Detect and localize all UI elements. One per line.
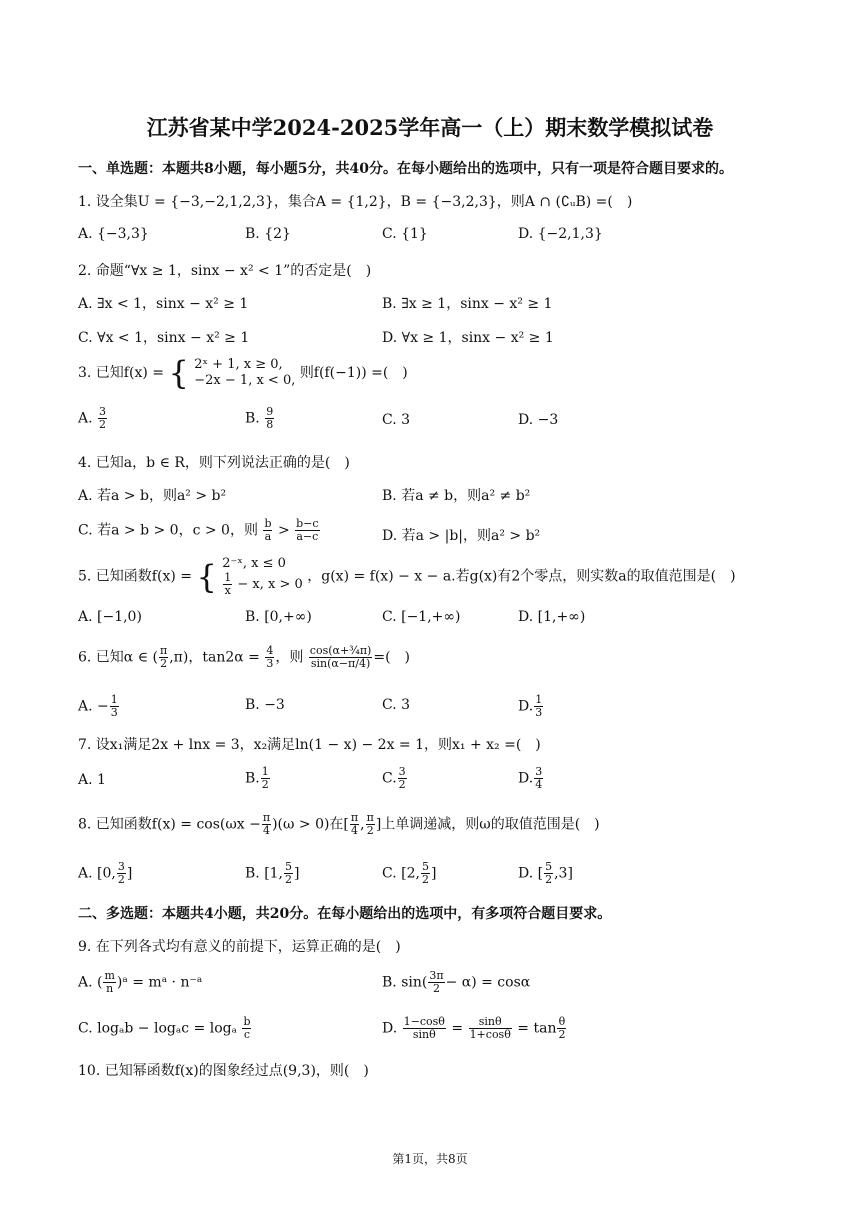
option-text: ] [126,865,133,882]
question-4-option-d: D. 若a > |b|，则a² > b² [382,528,541,544]
question-6-text: 6. 已知α ∈ ( [78,649,158,666]
denominator: 2 [261,778,269,791]
option-label: A. − [78,698,109,715]
denominator: n [106,982,114,995]
question-7-option-b [245,766,271,791]
fraction [295,518,319,543]
option-label: C. [382,770,397,787]
numerator: 4 [266,644,274,657]
numerator: b [243,1015,251,1028]
question-7-stem: 7. 设x₁满足2x + lnx = 3，x₂满足ln(1 − x) − 2x = 1，则x₁ + x₂ =( ) [78,737,541,753]
numerator: sinθ [469,1016,512,1029]
option-text: C. [2, [382,865,420,882]
numerator: π [366,811,374,824]
numerator: 9 [266,405,274,418]
question-3-suffix: 则f(f(−1)) =( ) [299,365,408,381]
fraction [262,812,271,837]
numerator: cos(α+¾π) [309,644,372,657]
question-7-option-a: A. 1 [78,772,106,788]
denominator: 2 [421,873,429,886]
denominator: 8 [266,418,274,431]
question-7-option-c [382,766,408,791]
option-label: D. [518,770,534,787]
option-label: D. [518,698,534,715]
option-text: B. sin( [382,974,428,991]
denominator: 3 [110,706,118,719]
option-text: A. ( [78,974,103,991]
denominator: 4 [535,778,543,791]
section-heading-multiple-choice: 二、多选题：本题共4小题，共20分。在每小题给出的选项中，有多项符合题目要求。 [78,906,612,922]
piecewise-cases [194,357,295,389]
question-3-option-b [245,406,275,431]
question-1-stem: 1. 设全集U = {−3,−2,1,2,3}，集合A = {1,2}，B = {−3,2,3}，则A ∩ (∁ᵤB) =( ) [78,194,633,210]
question-5-option-d: D. [1,+∞) [518,609,586,625]
case-line-2 [222,572,303,597]
question-1-option-d: D. {−2,1,3} [518,226,603,242]
fraction [159,645,168,670]
question-2-option-a: A. ∃x < 1，sinx − x² ≥ 1 [78,296,249,312]
question-8-option-c [382,861,436,886]
fraction [469,1016,512,1041]
fraction [263,518,272,543]
question-8-text: , [360,816,365,833]
option-label: D. [382,1020,398,1037]
fraction [223,572,232,597]
question-5-option-c: C. [−1,+∞) [382,609,461,625]
denominator: 2 [366,824,374,837]
question-3-stem [78,354,818,392]
question-3-option-a [78,406,108,431]
fraction [103,970,115,995]
option-label: A. [78,410,93,427]
question-4-option-c [78,518,321,543]
question-5-prefix: 5. 已知函数f(x) = [78,568,192,585]
numerator: 5 [421,860,429,873]
denominator: 2 [99,418,107,431]
denominator: c [243,1028,251,1041]
denominator: sinθ [412,1028,436,1041]
operator: > [277,522,290,539]
denominator: 2 [285,873,293,886]
piecewise-cases [222,556,303,597]
option-text: C. 若a > b > 0，c > 0，则 [78,522,258,539]
option-text: B. [1, [245,865,284,882]
denominator: 3 [266,657,274,670]
fraction [534,766,543,791]
option-text: ] [294,865,300,882]
numerator: 1 [535,693,543,706]
numerator: π [262,811,271,824]
numerator: 1 [224,571,232,584]
question-6-stem [78,645,818,670]
question-8-option-d [518,861,573,886]
question-1-option-c: C. {1} [382,226,428,242]
numerator: 3 [535,765,543,778]
numerator: 1 [110,693,118,706]
fraction [242,1016,251,1041]
fraction [398,766,407,791]
denominator: x [224,584,231,597]
case-line-1: 2ˣ + 1, x ≥ 0, [194,357,283,372]
numerator: 3 [99,405,107,418]
question-3-prefix: 3. 已知f(x) = [78,365,164,381]
numerator: 3π [429,969,444,982]
fraction [544,861,553,886]
question-9-stem: 9. 在下列各式均有意义的前提下，运算正确的是( ) [78,939,401,955]
denominator: 2 [545,873,553,886]
question-8-option-b [245,861,299,886]
numerator: π [160,644,168,657]
fraction [110,694,119,719]
case-line-1: 2⁻ˣ, x ≤ 0 [222,556,286,571]
question-1-option-a: A. {−3,3} [78,226,149,242]
question-5-option-a: A. [−1,0) [78,609,142,625]
question-8-text: )(ω > 0)在[ [272,816,349,833]
option-text: ] [430,865,437,882]
case-line-2: −2x − 1, x < 0, [194,373,296,388]
question-8-stem [78,812,818,837]
fraction [350,812,359,837]
question-6-option-d [518,694,544,719]
question-9-option-c [78,1016,252,1041]
fraction [98,406,107,431]
numerator: b−c [296,517,319,530]
denominator: 4 [351,824,359,837]
fraction [421,861,430,886]
page-footer: 第1页，共8页 [392,1152,468,1166]
question-5-option-b: B. [0,+∞) [245,609,312,625]
question-9-option-d [382,1016,567,1041]
fraction [366,812,375,837]
fraction [265,645,274,670]
operator: = [451,1020,464,1037]
case-line-2-rest: − x, x > 0 [237,577,303,592]
fraction [284,861,293,886]
fraction [403,1016,446,1041]
option-text: D. [ [518,865,544,882]
question-8-text: ]上单调递减，则ω的取值范围是( ) [375,816,600,833]
denominator: 2 [398,778,406,791]
numerator: 5 [285,860,293,873]
question-3-option-d: D. −3 [518,412,559,428]
denominator: 1+cosθ [469,1028,511,1041]
section-heading-single-choice: 一、单选题：本题共8小题，每小题5分，共40分。在每小题给出的选项中，只有一项是符合题目要求的。 [78,161,733,177]
denominator: a [264,530,272,543]
question-2-option-b: B. ∃x ≥ 1，sinx − x² ≥ 1 [382,296,553,312]
question-6-text: ,π)，tan2α = [169,649,260,666]
fraction [265,406,274,431]
question-4-option-a: A. 若a > b，则a² > b² [78,488,227,504]
option-text: )ᵃ = mᵃ · n⁻ᵃ [116,974,203,991]
numerator: 3 [117,860,125,873]
numerator: θ [558,1015,566,1028]
left-brace-icon: { [196,557,217,596]
fraction [117,861,126,886]
numerator: 3 [398,765,406,778]
question-6-option-b: B. −3 [245,697,285,713]
denominator: 2 [160,657,168,670]
option-text: C. logₐb − logₐc = logₐ [78,1020,237,1037]
question-3-option-c: C. 3 [382,412,411,428]
question-1-option-b: B. {2} [245,226,291,242]
question-9-option-b [382,970,530,995]
left-brace-icon: { [168,354,189,392]
numerator: 1 [261,765,269,778]
question-10-stem: 10. 已知幂函数f(x)的图象经过点(9,3)，则( ) [78,1063,369,1079]
question-4-stem: 4. 已知a，b ∈ R，则下列说法正确的是( ) [78,455,350,471]
denominator: sin(α−π/4) [310,657,371,670]
fraction [534,694,543,719]
question-6-option-a [78,694,120,719]
question-2-option-d: D. ∀x ≥ 1，sinx − x² ≥ 1 [382,330,554,346]
operator: = tan [517,1020,557,1037]
question-4-option-b: B. 若a ≠ b，则a² ≠ b² [382,488,531,504]
question-6-option-c: C. 3 [382,697,411,713]
option-label: B. [245,770,260,787]
fraction [428,970,444,995]
question-5-suffix: ，g(x) = f(x) − x − a.若g(x)有2个零点，则实数a的取值范围是( ) [307,568,736,585]
question-6-text: =( ) [373,649,411,666]
fraction [557,1016,566,1041]
denominator: 2 [432,982,440,995]
question-8-option-a [78,861,132,886]
numerator: 5 [545,860,553,873]
numerator: π [350,811,359,824]
option-text: − α) = cosα [445,974,531,991]
question-6-text: ，则 [275,649,304,666]
numerator: b [264,517,272,530]
question-7-option-d [518,766,544,791]
question-2-stem: 2. 命题“∀x ≥ 1，sinx − x² < 1”的否定是( ) [78,263,372,279]
page-title: 江苏省某中学2024-2025学年高一（上）期末数学模拟试卷 [146,115,714,140]
question-2-option-c: C. ∀x < 1，sinx − x² ≥ 1 [78,330,250,346]
option-text: ,3] [554,865,573,882]
denominator: a−c [296,530,319,543]
question-5-stem [78,556,818,597]
denominator: 3 [535,706,543,719]
question-8-text: 8. 已知函数f(x) = cos(ωx − [78,816,261,833]
option-label: B. [245,410,260,427]
denominator: 2 [558,1028,566,1041]
numerator: 1−cosθ [403,1015,445,1028]
denominator: 2 [117,873,125,886]
denominator: 4 [262,824,270,837]
fraction [261,766,270,791]
fraction [309,645,373,670]
numerator: m [104,969,115,982]
question-9-option-a [78,970,202,995]
option-text: A. [0, [78,865,116,882]
